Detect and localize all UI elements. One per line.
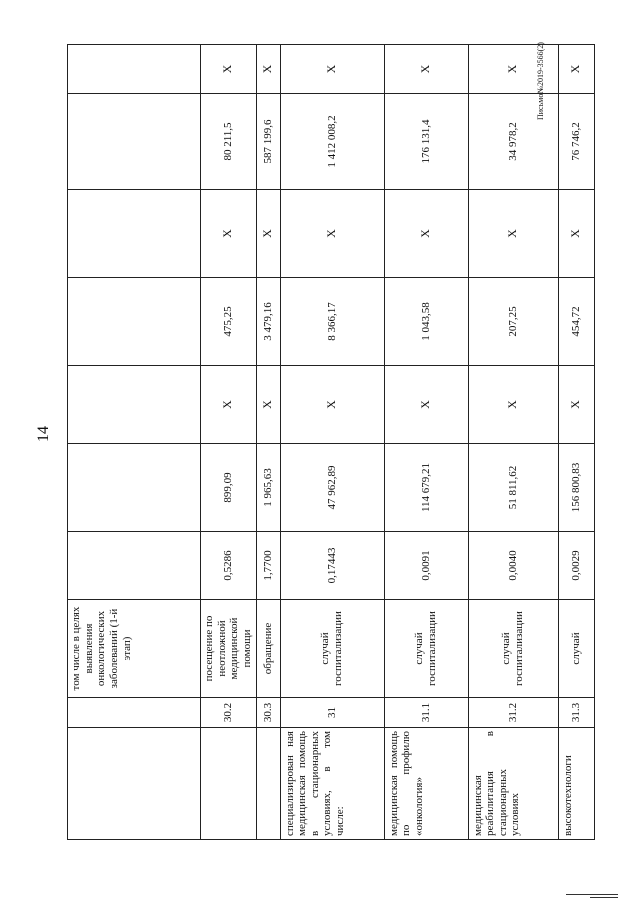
row-col8: X bbox=[280, 190, 384, 278]
row-col8: X bbox=[201, 190, 257, 278]
row-code: 31.3 bbox=[558, 698, 594, 728]
row-norm: 0,5286 bbox=[201, 532, 257, 600]
row-col8 bbox=[68, 190, 201, 278]
row-unit: посещение по неотложной медицинской помощи bbox=[201, 600, 257, 698]
row-code: 31 bbox=[280, 698, 384, 728]
row-col10 bbox=[68, 45, 201, 94]
row-norm bbox=[68, 532, 201, 600]
row-unit: случай госпитализации bbox=[280, 600, 384, 698]
table-row bbox=[468, 45, 558, 840]
row-code: 31.2 bbox=[468, 698, 558, 728]
row-col7: 207,25 bbox=[468, 278, 558, 366]
table-row bbox=[256, 45, 280, 840]
row-col9: 34 978,2 bbox=[468, 94, 558, 190]
row-unit: случай госпитализации bbox=[468, 600, 558, 698]
row-name bbox=[256, 728, 280, 840]
row-name: высокотехнологи bbox=[558, 728, 594, 840]
row-col7: 475,25 bbox=[201, 278, 257, 366]
row-cost: 47 962,89 bbox=[280, 444, 384, 532]
row-col9: 76 746,2 bbox=[558, 94, 594, 190]
row-col8: X bbox=[468, 190, 558, 278]
row-cost bbox=[68, 444, 201, 532]
row-norm: 1,7700 bbox=[256, 532, 280, 600]
footer-rule bbox=[566, 894, 618, 895]
row-norm: 0,0040 bbox=[468, 532, 558, 600]
table-row bbox=[384, 45, 468, 840]
row-col6: X bbox=[384, 366, 468, 444]
row-col9 bbox=[68, 94, 201, 190]
row-norm: 0,0091 bbox=[384, 532, 468, 600]
row-col10: X bbox=[384, 45, 468, 94]
row-cost: 156 800,83 bbox=[558, 444, 594, 532]
row-col9: 80 211,5 bbox=[201, 94, 257, 190]
footer-rule-short bbox=[590, 897, 618, 898]
row-unit: том числе в целях выявления онкологических заболеваний (1-й этап) bbox=[68, 600, 201, 698]
table-row bbox=[558, 45, 594, 840]
row-norm: 0,17443 bbox=[280, 532, 384, 600]
row-col7: 454,72 bbox=[558, 278, 594, 366]
row-cost: 51 811,62 bbox=[468, 444, 558, 532]
row-code: 30.3 bbox=[256, 698, 280, 728]
row-col7 bbox=[68, 278, 201, 366]
row-col6: X bbox=[558, 366, 594, 444]
row-code: 30.2 bbox=[201, 698, 257, 728]
row-col8: X bbox=[384, 190, 468, 278]
row-name: медицинская реабилитация в стационарных условиях bbox=[468, 728, 558, 840]
row-col8: X bbox=[256, 190, 280, 278]
row-norm: 0,0029 bbox=[558, 532, 594, 600]
row-cost: 114 679,21 bbox=[384, 444, 468, 532]
row-col10: X bbox=[468, 45, 558, 94]
row-col9: 176 131,4 bbox=[384, 94, 468, 190]
document-stamp: Письмо№2019-3566(2) bbox=[536, 42, 545, 120]
page-number: 14 bbox=[35, 426, 52, 442]
row-col6: X bbox=[280, 366, 384, 444]
row-col9: 1 412 008,2 bbox=[280, 94, 384, 190]
row-col7: 3 479,16 bbox=[256, 278, 280, 366]
row-code bbox=[68, 698, 201, 728]
row-unit: случай bbox=[558, 600, 594, 698]
row-col6 bbox=[68, 366, 201, 444]
row-col7: 8 366,17 bbox=[280, 278, 384, 366]
row-col7: 1 043,58 bbox=[384, 278, 468, 366]
table-row bbox=[68, 45, 201, 840]
rotated-table-container bbox=[67, 45, 582, 840]
row-unit: обращение bbox=[256, 600, 280, 698]
table-row bbox=[201, 45, 257, 840]
row-col6: X bbox=[256, 366, 280, 444]
row-col10: X bbox=[280, 45, 384, 94]
row-unit: случай госпитализации bbox=[384, 600, 468, 698]
row-name: специализирован ная медицинская помощь в стационарных условиях, в том числе: bbox=[280, 728, 384, 840]
row-cost: 1 965,63 bbox=[256, 444, 280, 532]
row-name bbox=[68, 728, 201, 840]
funding-table bbox=[67, 44, 595, 840]
row-name bbox=[201, 728, 257, 840]
row-col10: X bbox=[558, 45, 594, 94]
row-cost: 899,09 bbox=[201, 444, 257, 532]
row-col6: X bbox=[201, 366, 257, 444]
row-col6: X bbox=[468, 366, 558, 444]
row-name: медицинская помощь по профилю «онкология» bbox=[384, 728, 468, 840]
row-col10: X bbox=[201, 45, 257, 94]
table-row bbox=[280, 45, 384, 840]
row-code: 31.1 bbox=[384, 698, 468, 728]
row-col10: X bbox=[256, 45, 280, 94]
row-col8: X bbox=[558, 190, 594, 278]
row-col9: 587 199,6 bbox=[256, 94, 280, 190]
